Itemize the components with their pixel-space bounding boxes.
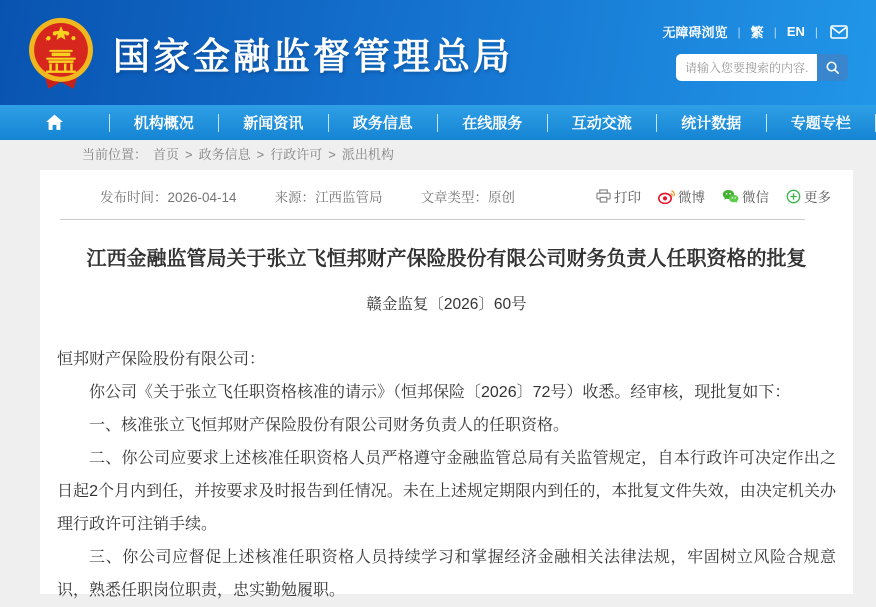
search-input[interactable] [676,54,817,81]
print-label: 打印 [614,190,641,205]
site-title: 国家金融监督管理总局 [113,36,513,77]
nav-item-jigougaikuang[interactable]: 机构概况 [133,115,194,132]
national-emblem-icon [22,13,100,93]
article-card [40,170,853,599]
print-button[interactable] [596,186,641,206]
breadcrumb [0,140,876,170]
link-separator: | [737,24,741,39]
paragraph-salutation: 恒邦财产保险股份有限公司： [57,351,266,368]
nav-item-xinwenzixun[interactable]: 新闻资讯 [243,115,304,132]
meta-divider [60,219,805,220]
printer-icon [596,189,611,203]
paragraph-item-2: 二、你公司应要求上述核准任职资格人员严格遵守金融监管总局有关监管规定，自本行政许可决定作出之日起2个月内到任，并按要求及时报告到任情况。未在上述规定期限内到任的，本批复文件失效，由决定机关办理行政许可注销手续。 [57,450,836,533]
paragraph-item-1: 一、核准张立飞恒邦财产保险股份有限公司财务负责人的任职资格。 [89,417,570,434]
document-number: 赣金监复〔2026〕60号 [366,296,527,313]
weibo-label: 微博 [678,190,705,205]
breadcrumb-separator: > [328,147,336,162]
site-logo [22,13,513,93]
nav-item-zhuantizhuanlan[interactable]: 专题专栏 [790,115,851,132]
link-separator: | [814,24,818,39]
search-icon [825,60,840,75]
source [275,186,383,206]
wechat-icon [722,189,739,204]
article-title: 江西金融监管局关于张立飞恒邦财产保险股份有限公司财务负责人任职资格的批复 [86,248,807,270]
source-label: 来源： [274,190,316,205]
nav-home[interactable] [0,105,109,140]
banner-top-right [648,22,848,81]
weibo-icon [658,189,675,204]
top-links [648,22,848,41]
accessibility-link[interactable]: 无障碍浏览 [662,25,728,40]
breadcrumb-xingzhengxuke[interactable]: 行政许可 [270,147,323,162]
article-type-label: 文章类型： [420,190,489,205]
more-share-button[interactable] [786,186,831,206]
mail-icon[interactable] [830,25,848,39]
article-type [421,186,516,206]
traditional-chinese-link[interactable]: 繁 [750,25,764,40]
search-bar [676,54,848,81]
english-link[interactable]: EN [786,24,805,39]
breadcrumb-home[interactable]: 首页 [153,147,180,162]
breadcrumb-separator: > [185,147,193,162]
article-meta [57,184,836,206]
main-nav [0,105,876,140]
publish-date-label: 发布时间： [100,190,168,205]
breadcrumb-separator: > [256,147,265,162]
publish-date [100,186,237,206]
wechat-share-button[interactable] [722,186,769,206]
paragraph-item-3: 三、你公司应督促上述核准任职资格人员持续学习和掌握经济金融相关法律法规，牢固树立风险合规意识，熟悉任职岗位职责，忠实勤勉履职。 [57,549,836,599]
nav-item-hudongjiaoliu[interactable]: 互动交流 [571,115,632,132]
site-banner [0,0,876,105]
source-value: 江西监管局 [315,190,383,205]
nav-item-zhengwuxinxi[interactable]: 政务信息 [352,115,413,132]
breadcrumb-zhengwuxinxi[interactable]: 政务信息 [198,147,251,162]
breadcrumb-label: 当前位置： [82,147,148,162]
share-actions [596,186,831,206]
article-type-value: 原创 [488,190,516,205]
publish-date-value: 2026-04-14 [167,190,237,205]
home-icon [45,114,64,131]
weibo-share-button[interactable] [658,186,705,206]
link-separator: | [773,24,777,39]
paragraph-intro: 你公司《关于张立飞任职资格核准的请示》（恒邦保险〔2026〕72号）收悉。经审核，现批复如下： [89,384,791,401]
search-button[interactable] [817,54,848,81]
article-body [57,343,836,607]
more-label: 更多 [804,190,831,205]
nav-item-tongjishuju[interactable]: 统计数据 [681,115,742,132]
breadcrumb-paichujigou[interactable]: 派出机构 [341,147,394,162]
plus-circle-icon [786,189,801,204]
nav-item-zaixianfuwu[interactable]: 在线服务 [462,115,523,132]
wechat-label: 微信 [742,190,769,205]
meta-fields [100,186,515,206]
